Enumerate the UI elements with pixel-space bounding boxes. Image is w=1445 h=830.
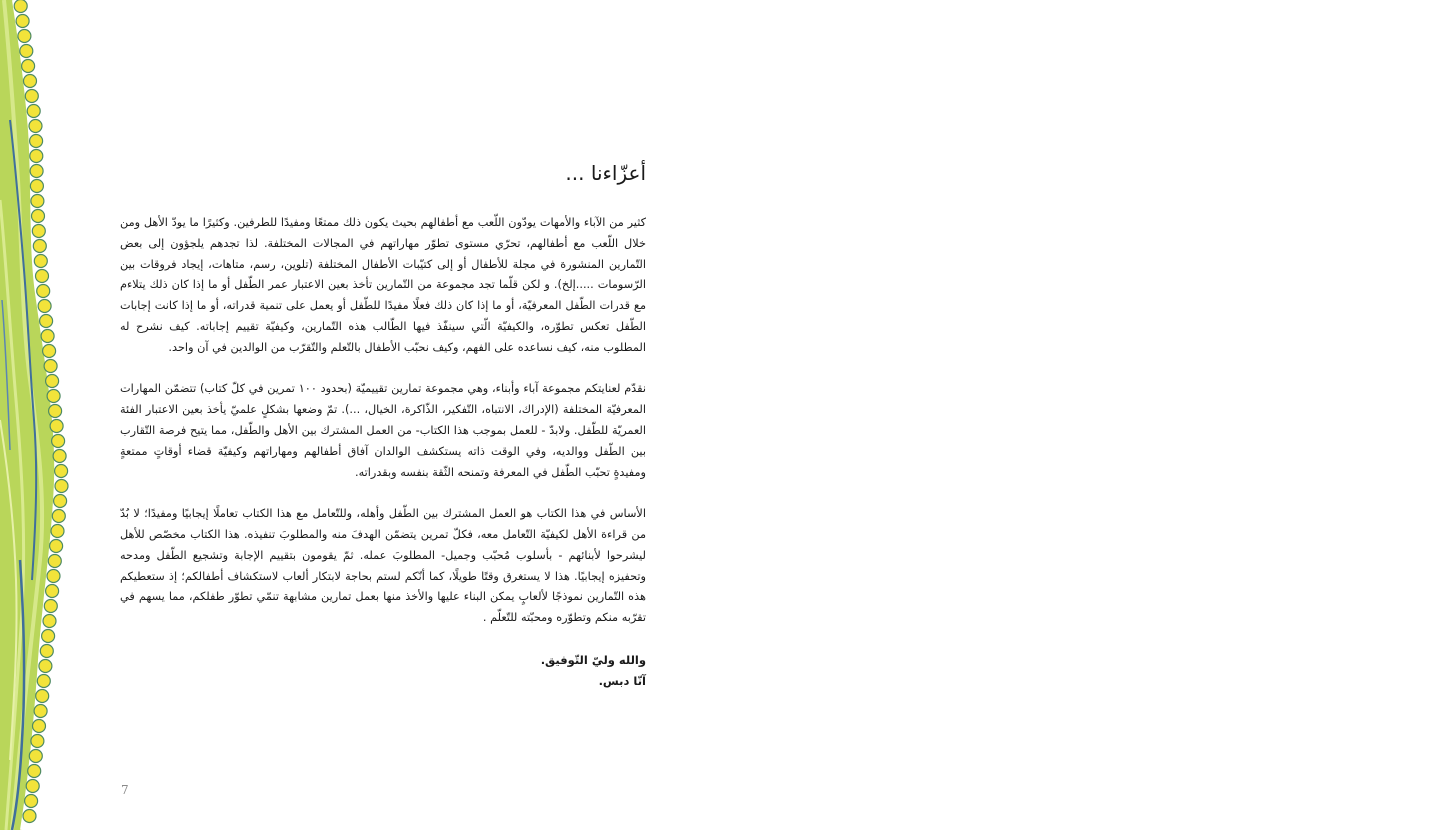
scallop-bead	[37, 285, 50, 298]
scallop-bead	[40, 645, 53, 658]
scallop-bead	[42, 630, 55, 643]
scallop-bead	[49, 405, 62, 418]
scallop-bead	[29, 120, 42, 133]
scallop-bead	[47, 390, 60, 403]
scallop-bead	[48, 555, 61, 568]
scallop-bead	[26, 780, 39, 793]
scallop-bead	[29, 750, 42, 763]
scallop-bead	[52, 435, 65, 448]
scallop-bead	[36, 690, 49, 703]
scallop-bead	[51, 525, 64, 538]
scallop-bead	[24, 75, 37, 88]
scallop-bead	[41, 330, 54, 343]
scallop-bead	[30, 165, 43, 178]
scallop-bead	[28, 765, 41, 778]
scallop-bead	[30, 150, 43, 163]
scallop-bead	[22, 60, 35, 73]
text-column	[120, 155, 646, 691]
scallop-bead	[30, 180, 43, 193]
scallop-bead	[30, 135, 43, 148]
scallop-bead	[31, 735, 44, 748]
scallop-bead	[55, 465, 68, 478]
paragraph-intro: كثير من الآباء والأمهات يودّون اللّعب مع أطفالهم بحيث يكون ذلك ممتعًا ومفيدًا للطرفين. وكثيرًا ما يودّ الأهل ومن خلال اللّعب مع أطفالهم، تحرّي مستوى تطوّر مهاراتهم في المجالات المختلفة. لذا تجدهم يلجؤون إلى بعض التّمارين المنشورة في مجلة للأطفال أو إلى كتيّبات الأطفال المختلفة (تلوين، رسم، متاهات، إيجاد فروقات بين الرّسومات .....إلخ). و لكن قلّما تجد مجموعة من التّمارين تأخذ بعين الاعتبار عمر الطّفل أو ما إذا كان ذلك يتلاءم مع قدرات الطّفل المعرفيّة، أو ما إذا كان ذلك فعلًا مفيدًا للطّفل أو يعمل على تنمية قدراته، أو ما إذا كانت إجابات الطّفل تعكس تطوّره، والكيفيّة الّتي سينفّذ فيها الطّالب هذه التّمارين، وكيفيّة تقييم إجاباته. كيف نشرح له المطلوب منه، كيف نساعده على الفهم، وكيف نحبّب الأطفال بالتّعلم والتّقرّب من الوالدين في آن واحد.	[120, 216, 646, 354]
scallop-bead	[46, 585, 59, 598]
scallop-bead	[39, 660, 52, 673]
scallop-bead	[31, 195, 44, 208]
scallop-bead	[20, 45, 33, 58]
paragraph-usage: الأساس في هذا الكتاب هو العمل المشترك بين الطّفل وأهله، وللتّعامل مع هذا الكتاب تعاملًا إيجابيًا ومفيدًا؛ لا بُدّ من قراءة الأهل لكيفيّة التّعامل معه، فكلّ تمرين يتضمّن الهدفَ منه والمطلوبَ تنفيذه. هذا الكتاب مخصّص للأهل ليشرحوا لأبنائهم - بأسلوب مُحبّب وجميل- المطلوبَ عمله. ثمّ يقومون بتقييم الإجابة وتشجيع الطّفل ومدحه وتحفيزه إيجابيًا. هذا لا يستغرق وقتًا طويلًا، كما أنّكم لستم بحاجة لابتكار ألعاب لاستكشاف أطفالكم؛ إذ ستعطيكم هذه التّمارين نموذجًا لألعابٍ يمكن البناء عليها والأخذ منها بعمل تمارين مشابهة تنمّي تطوّر طفلكم، مما يسهم في تقرّبه منكم وتطوّره ومحبّته للتّعلّم .	[120, 507, 646, 625]
scallop-bead	[25, 90, 38, 103]
scallop-bead	[23, 810, 36, 823]
scallop-bead	[54, 495, 67, 508]
scallop-bead	[55, 480, 68, 493]
page-title: أعزّاءنا ...	[565, 161, 646, 185]
scallop-bead	[33, 720, 46, 733]
scallop-bead	[18, 30, 31, 43]
scallop-bead	[53, 450, 66, 463]
scallop-bead	[44, 360, 57, 373]
page-number: 7	[121, 783, 129, 797]
scallop-bead	[47, 570, 60, 583]
author-signature: آنّا دبس.	[598, 673, 646, 688]
closing-blessing: والله وليّ التّوفيق.	[540, 652, 646, 667]
scallop-bead	[46, 375, 59, 388]
scallop-bead	[33, 240, 46, 253]
scallop-bead	[32, 210, 45, 223]
scallop-bead	[25, 795, 38, 808]
scallop-bead	[27, 105, 40, 118]
scallop-bead	[34, 255, 47, 268]
scallop-bead	[50, 540, 63, 553]
scallop-bead	[36, 270, 49, 283]
scallop-bead	[38, 300, 51, 313]
scallop-bead	[50, 420, 63, 433]
decorative-wave-border	[0, 0, 90, 830]
scallop-bead	[37, 675, 50, 688]
scallop-bead	[40, 315, 53, 328]
scallop-bead	[52, 510, 65, 523]
scallop-bead	[43, 615, 56, 628]
scallop-bead	[34, 705, 47, 718]
scallop-bead	[16, 15, 29, 28]
scallop-bead	[43, 345, 56, 358]
scallop-bead	[14, 0, 27, 13]
scallop-bead	[32, 225, 45, 238]
paragraph-series: نقدّم لعنايتكم مجموعة آباء وأبناء، وهي مجموعة تمارين تقييميّة (بحدود ١٠٠ تمرين في كلّ كتاب) تتضمّن المهارات المعرفيّة المختلفة (الإدراك، الانتباه، التّفكير، الذّاكرة، الخيال، ...). تمّ وضعها بشكلٍ علميّ يأخذ بعين الاعتبار الفئة العمريّة للطّفل. ولابدّ - للعمل بموجب هذا الكتاب- من العمل المشترك بين الأهل والطّفل، مما يتيح فرصة التّقارب بين الطّفل ووالديه، وفي الوقت ذاته يستكشف الوالدان آفاق أطفالهم ومهاراتهم وكيفيّة قضاء أوقاتٍ ممتعةٍ ومفيدةٍ تحبّب الطّفل في المعرفة وتمنحه الثّقة بنفسه وبقدراته.	[120, 382, 646, 479]
scallop-bead	[44, 600, 57, 613]
